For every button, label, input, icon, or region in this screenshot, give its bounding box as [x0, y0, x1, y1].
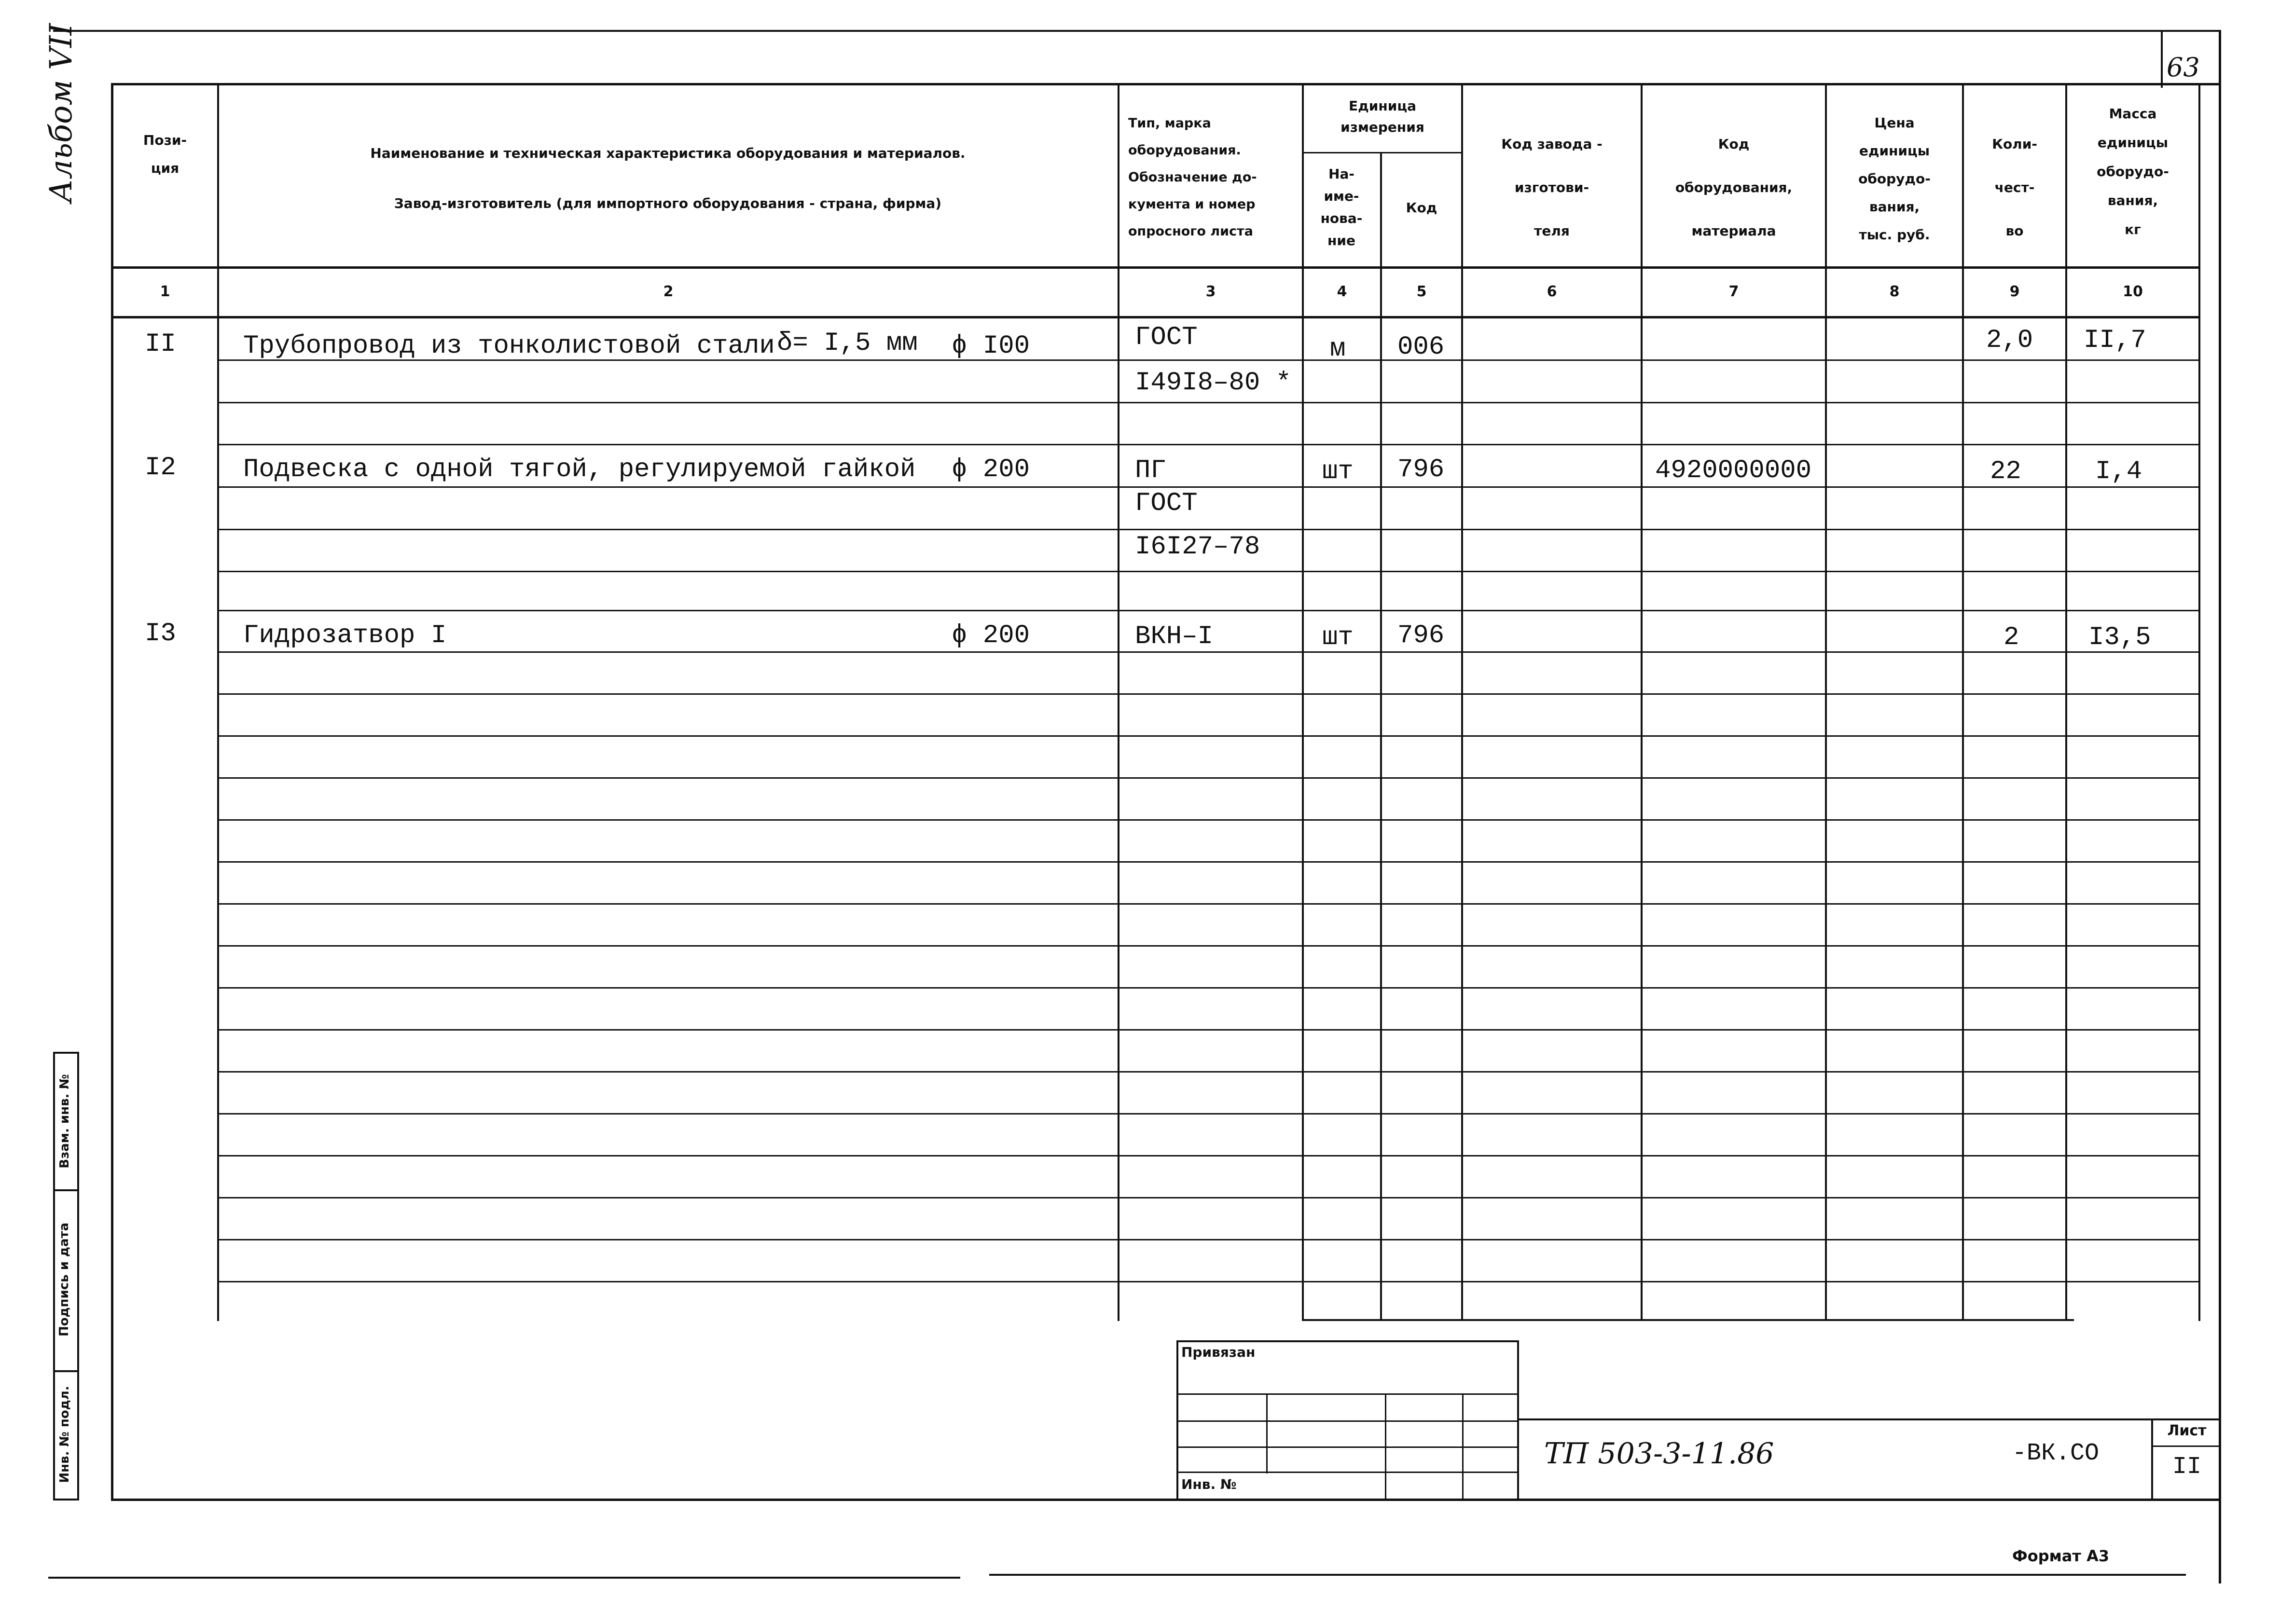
- table-top-line: [111, 83, 2221, 85]
- header-c1: [114, 126, 216, 182]
- header-c8-line: единицы: [1859, 143, 1930, 159]
- header-c3-line: Тип, марка: [1128, 116, 1211, 131]
- row-1-unit: м: [1330, 334, 1346, 364]
- stamp-list-value: II: [2172, 1453, 2201, 1481]
- header-c2-line: Завод-изготовитель (для импортного оборудования - страна, фирма): [394, 195, 942, 211]
- row-line: [217, 819, 2200, 821]
- side-stamp-right-line: [77, 1052, 79, 1500]
- row-line: [217, 529, 2200, 530]
- stamp-main-top-line: [1518, 1418, 2221, 1420]
- row-line: [217, 1071, 2200, 1073]
- row-3-position: I3: [145, 619, 176, 648]
- header-c7-line: Код: [1718, 136, 1750, 152]
- header-c3-line: Обозначение до-: [1128, 170, 1257, 185]
- row-3-unit: шт: [1322, 623, 1354, 652]
- header-c3-line: кумента и номер: [1128, 197, 1256, 212]
- row-2-type-line-2: ГОСТ: [1135, 489, 1198, 518]
- header-bottom-line: [111, 266, 2200, 269]
- header-c7-line: материала: [1691, 223, 1776, 239]
- row-2-mass: I,4: [2095, 457, 2142, 486]
- header-c3: [1120, 110, 1308, 245]
- col-number-7: 7: [1728, 283, 1739, 300]
- col-number-4: 4: [1337, 283, 1347, 300]
- header-c4-line: ние: [1327, 233, 1355, 248]
- col-number-2: 2: [663, 283, 674, 300]
- header-c4-line: име-: [1324, 188, 1359, 204]
- col-number-5: 5: [1416, 283, 1427, 300]
- header-c6-line: теля: [1534, 223, 1570, 239]
- table-bottom-line: [111, 1499, 2221, 1501]
- row-3-type-line-1: ВКН–I: [1135, 622, 1214, 651]
- bottom-line-right: [989, 1574, 2186, 1576]
- row-line: [217, 444, 2200, 445]
- col-sep-2: [1118, 83, 1119, 1321]
- row-1-spec: δ= I,5 мм: [777, 329, 918, 358]
- table-left-line: [111, 83, 113, 1500]
- header-c9-line: Коли-: [1992, 136, 2037, 152]
- col-number-10: 10: [2123, 283, 2143, 300]
- format-label: Формат А3: [2012, 1547, 2110, 1565]
- stamp-document-code: ТП 503-3-11.86: [1544, 1437, 1774, 1471]
- row-line: [217, 610, 2200, 611]
- header-c9-line: чест-: [1994, 179, 2035, 195]
- top-border-line: [53, 30, 2220, 32]
- row-2-unit: шт: [1322, 457, 1354, 486]
- header-c8-line: оборудо-: [1858, 171, 1931, 187]
- col-number-6: 6: [1547, 283, 1557, 300]
- side-stamp-vzam-inv: Взам. инв. №: [57, 1074, 72, 1169]
- row-line: [217, 987, 2200, 989]
- header-c9-line: во: [2005, 223, 2024, 239]
- row-line: [217, 486, 2200, 488]
- row-3-name: Гидрозатвор I: [243, 621, 447, 650]
- header-c2: [220, 128, 1116, 229]
- row-3-mass: I3,5: [2088, 623, 2151, 652]
- row-line: [217, 1239, 2200, 1240]
- header-c10-line: кг: [2125, 221, 2141, 237]
- header-c10-line: Масса: [2109, 106, 2157, 122]
- header-c6: [1463, 123, 1641, 253]
- header-c10-line: вания,: [2107, 193, 2158, 208]
- stamp-left-line: [1176, 1340, 1178, 1500]
- header-c7-line: оборудования,: [1675, 179, 1793, 195]
- album-label: Альбом VII: [43, 23, 79, 203]
- side-stamp-line: [53, 1052, 79, 1054]
- header-c9: [1964, 123, 2065, 253]
- header-c6-line: Код завода -: [1501, 136, 1603, 152]
- col-sep-8: [1962, 83, 1964, 1321]
- col-number-3: 3: [1205, 283, 1216, 300]
- col-number-1: 1: [160, 283, 170, 300]
- row-line: [217, 861, 2200, 863]
- stamp-line: [1176, 1446, 1519, 1448]
- col-number-9: 9: [2009, 283, 2020, 300]
- row-2-position: I2: [145, 453, 176, 482]
- row-3-diameter: ϕ 200: [952, 621, 1030, 650]
- row-1-type-line-1: ГОСТ: [1135, 323, 1198, 352]
- col-number-8: 8: [1889, 283, 1900, 300]
- side-stamp-inv-podl: Инв. № подл.: [57, 1386, 72, 1483]
- header-c10-line: единицы: [2097, 135, 2169, 151]
- header-c4: [1304, 163, 1379, 252]
- header-c8-line: тыс. руб.: [1859, 227, 1930, 243]
- row-line: [217, 571, 2200, 572]
- col-sep-5: [1461, 83, 1463, 1321]
- row-line: [217, 945, 2200, 947]
- header-c8-line: Цена: [1874, 115, 1915, 131]
- row-3-code: 796: [1397, 621, 1445, 650]
- bottom-line-left: [48, 1577, 960, 1579]
- row-2-equipment-code: 4920000000: [1655, 456, 1812, 485]
- stamp-top-line: [1176, 1340, 1519, 1342]
- header-c3-line: опросного листа: [1128, 224, 1253, 239]
- row-2-diameter: ϕ 200: [952, 455, 1030, 484]
- header-c5: Код: [1406, 200, 1437, 216]
- row-line: [217, 1197, 2200, 1198]
- row-line: [217, 1155, 2200, 1156]
- stamp-line: [1176, 1393, 1519, 1395]
- header-c8-line: вания,: [1869, 199, 1920, 215]
- colnum-bottom-line: [111, 316, 2200, 318]
- header-c10-line: оборудо-: [2097, 164, 2169, 179]
- row-line: [217, 903, 2200, 905]
- header-unit-group: [1304, 96, 1461, 138]
- header-unit-group-line: Единица: [1349, 98, 1416, 114]
- col-sep-1: [217, 83, 219, 1321]
- row-2-type-line-3: I6I27–78: [1135, 532, 1260, 562]
- row-line: [217, 1113, 2200, 1115]
- row-1-position: II: [145, 330, 176, 359]
- side-stamp-line: [53, 1189, 79, 1191]
- header-unit-group-line: измерения: [1340, 119, 1424, 135]
- stamp-list-divider-line: [2151, 1445, 2221, 1447]
- stamp-document-suffix: -ВК.СО: [2012, 1440, 2100, 1467]
- right-border-line: [2219, 30, 2221, 1583]
- stamp-list-label: Лист: [2167, 1422, 2207, 1439]
- stamp-inner-vline: [1385, 1393, 1386, 1500]
- row-line: [217, 693, 2200, 695]
- col-sep-3: [1302, 83, 1304, 1321]
- header-c6-line: изготови-: [1514, 179, 1589, 195]
- row-2-name: Подвеска с одной тягой, регулируемой гайкой: [243, 455, 916, 484]
- row-line: [217, 777, 2200, 779]
- stamp-line: [1176, 1420, 1519, 1422]
- row-line: [217, 1029, 2200, 1031]
- stamp-inner-vline: [1266, 1393, 1268, 1473]
- col-sep-10: [2198, 83, 2200, 1321]
- row-1-mass: II,7: [2084, 326, 2146, 355]
- stamp-privyazan-label: Привязан: [1181, 1344, 1256, 1360]
- row-1-diameter: ϕ I00: [952, 331, 1030, 361]
- col-sep-9: [2065, 83, 2067, 1321]
- row-2-qty: 22: [1990, 457, 2021, 486]
- header-c2-line: Наименование и техническая характеристика оборудования и материалов.: [370, 145, 966, 161]
- header-c8: [1827, 109, 1962, 249]
- header-c1-line: ция: [151, 160, 180, 176]
- stamp-inner-vline: [1462, 1393, 1464, 1500]
- col-sep-6: [1641, 83, 1643, 1321]
- header-c10: [2067, 99, 2198, 244]
- side-stamp-left-line: [53, 1052, 55, 1500]
- row-line: [217, 735, 2200, 737]
- header-c3-line: оборудования.: [1128, 143, 1241, 158]
- stamp-line: [1176, 1472, 1519, 1473]
- stamp-inv-no-label: Инв. №: [1181, 1476, 1237, 1492]
- header-c1-line: Пози-: [143, 132, 187, 148]
- row-line: [217, 402, 2200, 403]
- header-c7: [1643, 123, 1825, 253]
- header-c4-line: нова-: [1320, 210, 1363, 226]
- row-3-qty: 2: [2004, 623, 2019, 652]
- row-1-name: Трубопровод из тонколистовой стали: [243, 331, 775, 361]
- row-2-type-line-1: ПГ: [1135, 456, 1166, 485]
- row-1-code: 006: [1397, 332, 1445, 362]
- page-number-divider: [2161, 31, 2163, 88]
- row-1-qty: 2,0: [1986, 326, 2033, 355]
- page-number: 63: [2167, 52, 2200, 83]
- row-line: [217, 1281, 2200, 1282]
- col-sep-7: [1825, 83, 1827, 1321]
- row-1-type-line-2: I49I8–80 *: [1135, 368, 1292, 398]
- grid-bottom-right-line: [1302, 1319, 2074, 1321]
- row-2-code: 796: [1397, 455, 1445, 484]
- header-c4-line: На-: [1328, 166, 1354, 182]
- side-stamp-podpis-data: Подпись и дата: [57, 1222, 71, 1337]
